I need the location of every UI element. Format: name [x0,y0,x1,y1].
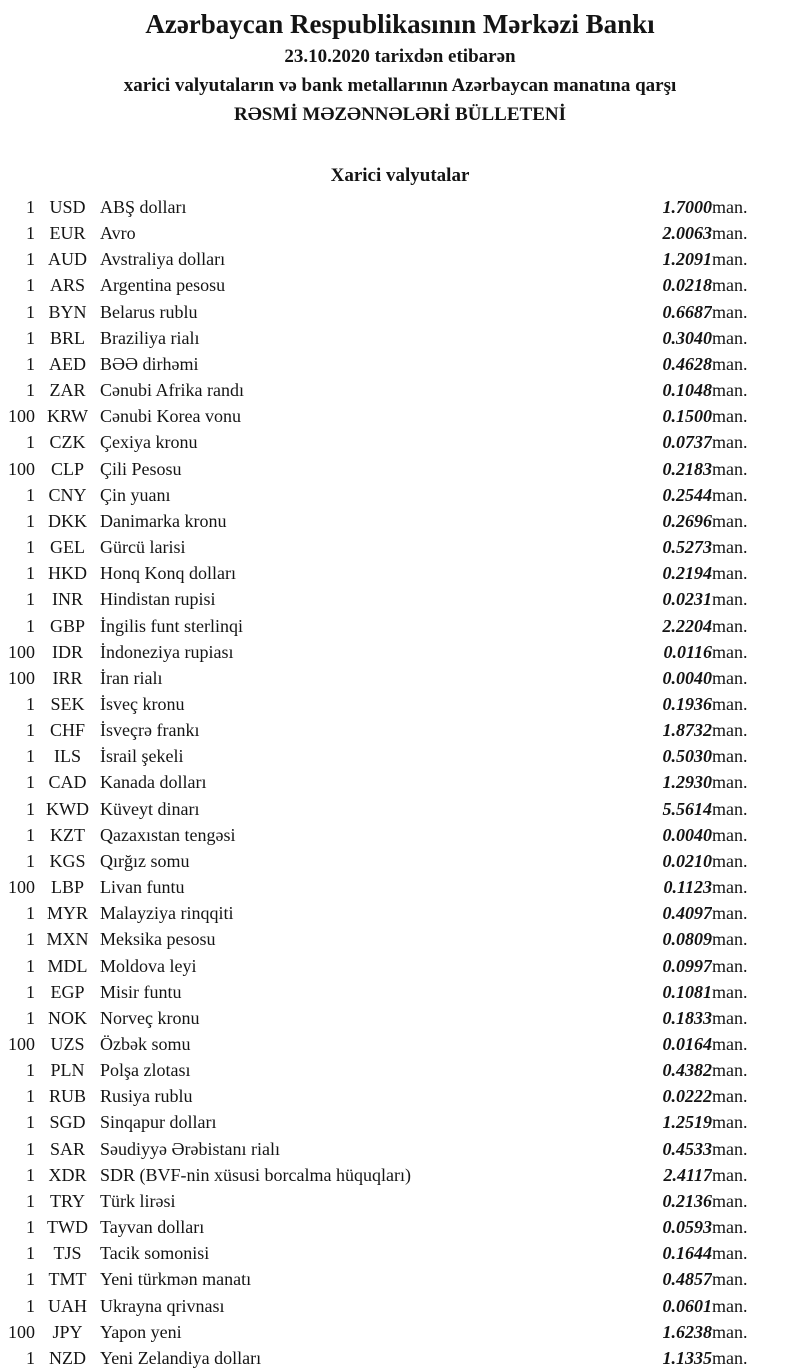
unit-label: man. [712,563,748,584]
unit-label: man. [712,667,748,688]
unit-label: man. [712,1112,748,1133]
unit-label: man. [712,824,748,845]
rate-value: 0.2194 [662,563,712,584]
currency-name: Gürcü larisi [100,537,186,558]
exchange-rates-table [0,194,800,1371]
rate-row [0,665,800,691]
quantity: 1 [26,510,35,531]
rate-row [0,586,800,612]
currency-code: JPY [52,1321,83,1342]
currency-name: Kanada dolları [100,772,207,793]
unit-label: man. [712,537,748,558]
rate-row [0,429,800,455]
quantity: 1 [26,929,35,950]
quantity: 1 [26,1060,35,1081]
currency-code: TWD [47,1217,88,1238]
unit-label: man. [712,850,748,871]
unit-label: man. [712,197,748,217]
currency-code: HKD [48,563,87,584]
unit-label: man. [712,1295,748,1316]
rate-row [0,299,800,325]
quantity: 1 [26,197,35,217]
currency-name: Qazaxıstan tengəsi [100,824,236,845]
bulletin-title: RƏSMİ MƏZƏNNƏLƏRİ BÜLLETENİ [233,104,566,125]
quantity: 1 [26,772,35,793]
currency-code: GBP [49,615,85,636]
unit-label: man. [712,353,748,374]
unit-label: man. [712,615,748,636]
rate-value: 0.2136 [662,1190,712,1211]
quantity: 1 [26,1164,35,1185]
quantity: 1 [26,903,35,924]
unit-label: man. [712,1060,748,1081]
rate-value: 0.0997 [662,955,712,976]
rate-value: 1.6238 [662,1321,712,1342]
currency-code: EGP [50,981,85,1002]
quantity: 1 [26,249,35,270]
rate-value: 0.0164 [662,1034,712,1054]
rate-value: 0.0218 [662,275,712,296]
currency-name: Türk lirəsi [100,1190,176,1211]
currency-code: AED [49,353,86,374]
rate-value: 0.1644 [662,1243,712,1264]
currency-code: ARS [49,275,85,296]
unit-label: man. [712,720,748,741]
rate-value: 0.1833 [662,1007,712,1028]
currency-name: Polşa zlotası [100,1060,191,1081]
quantity: 1 [26,589,35,610]
quantity: 1 [26,537,35,558]
rate-row [0,1136,800,1162]
rate-value: 1.2519 [662,1112,712,1133]
unit-label: man. [712,877,748,898]
rate-row [0,1109,800,1135]
quantity: 1 [26,327,35,348]
currency-name: Belarus rublu [100,301,198,322]
currency-code: KZT [50,824,85,845]
unit-label: man. [712,929,748,950]
currency-name: Səudiyyə Ərəbistanı rialı [100,1138,280,1159]
rate-row [0,613,800,639]
rate-row [0,822,800,848]
currency-name: Yapon yeni [100,1321,182,1342]
currency-code: IDR [52,641,83,662]
currency-name: Qırğız somu [100,850,190,871]
rate-row [0,979,800,1005]
quantity: 1 [26,563,35,584]
rate-row [0,534,800,560]
rate-value: 0.0593 [662,1217,712,1238]
currency-name: Çexiya kronu [100,432,198,453]
rate-value: 0.4382 [662,1060,712,1081]
unit-label: man. [712,1034,748,1054]
currency-code: ZAR [49,380,86,401]
currency-code: BRL [49,327,85,348]
rate-row [0,377,800,403]
exchange-rates-body [0,194,800,1371]
rate-value: 1.7000 [662,197,712,217]
currency-code: UAH [48,1295,87,1316]
currency-code: SGD [49,1112,86,1133]
rate-value: 0.1123 [663,877,712,898]
quantity: 100 [8,458,35,479]
currency-code: SAR [49,1138,85,1159]
quantity: 1 [26,720,35,741]
currency-name: Küveyt dinarı [100,798,200,819]
rate-value: 2.0063 [662,223,712,244]
currency-name: Çili Pesosu [100,458,182,479]
unit-label: man. [712,1086,748,1107]
document-header [0,0,800,125]
rate-row [0,194,800,220]
unit-label: man. [712,1190,748,1211]
currency-name: Norveç kronu [100,1007,200,1028]
rate-row [0,1005,800,1031]
unit-label: man. [712,1007,748,1028]
rate-row [0,508,800,534]
quantity: 1 [26,353,35,374]
currency-name: Rusiya rublu [100,1086,193,1107]
rate-value: 0.5030 [662,746,712,767]
rate-row [0,325,800,351]
currency-name: Moldova leyi [100,955,197,976]
rate-value: 0.4857 [662,1269,712,1290]
rate-value: 0.3040 [662,327,712,348]
quantity: 1 [26,798,35,819]
currency-name: Cənubi Korea vonu [100,406,241,427]
currency-code: NOK [48,1007,87,1028]
rate-row [0,560,800,586]
unit-label: man. [712,249,748,270]
unit-label: man. [712,484,748,505]
quantity: 1 [26,615,35,636]
quantity: 1 [26,380,35,401]
quantity: 1 [26,1295,35,1316]
currency-name: Tacik somonisi [100,1243,210,1264]
quantity: 100 [8,406,35,427]
rate-row [0,691,800,717]
unit-label: man. [712,903,748,924]
rate-value: 1.1335 [662,1347,712,1368]
rate-value: 0.0222 [662,1086,712,1107]
quantity: 1 [26,1217,35,1238]
currency-code: MXN [46,929,89,950]
currency-name: Argentina pesosu [100,275,226,296]
currency-code: KGS [49,850,86,871]
rate-value: 0.0040 [662,667,712,688]
currency-name: İsveçrə frankı [100,720,200,741]
unit-label: man. [712,380,748,401]
currency-name: Avstraliya dolları [100,249,226,270]
unit-label: man. [712,458,748,479]
currency-code: NZD [49,1347,86,1368]
rate-row [0,1345,800,1371]
currency-code: MDL [47,955,88,976]
quantity: 1 [26,693,35,714]
currency-name: Avro [100,223,136,244]
rate-row [0,874,800,900]
rate-row [0,1240,800,1266]
quantity: 100 [8,1034,35,1054]
currency-code: INR [52,589,83,610]
quantity: 100 [8,1321,35,1342]
currency-code: TJS [53,1243,82,1264]
unit-label: man. [712,1164,748,1185]
rate-value: 0.4097 [662,903,712,924]
unit-label: man. [712,223,748,244]
currency-name: Tayvan dolları [100,1217,205,1238]
rate-value: 0.4628 [662,353,712,374]
currency-name: Livan funtu [100,877,185,898]
rate-value: 0.6687 [662,301,712,322]
unit-label: man. [712,275,748,296]
quantity: 1 [26,981,35,1002]
unit-label: man. [712,1138,748,1159]
currency-name: İran rialı [100,667,163,688]
rate-value: 0.0040 [662,824,712,845]
currency-code: SEK [50,693,85,714]
quantity: 1 [26,1269,35,1290]
currency-name: Honq Konq dolları [100,563,236,584]
currency-code: CZK [49,432,86,453]
unit-label: man. [712,589,748,610]
currency-code: ILS [54,746,81,767]
rate-value: 0.1081 [662,981,712,1002]
quantity: 1 [26,275,35,296]
rate-row [0,1057,800,1083]
rate-row [0,926,800,952]
currency-code: CLP [50,458,84,479]
currency-code: CHF [49,720,85,741]
quantity: 1 [26,223,35,244]
rate-row [0,848,800,874]
currency-name: Malayziya rinqqiti [100,903,234,924]
currency-name: Özbək somu [100,1034,191,1054]
quantity: 1 [26,1138,35,1159]
quantity: 1 [26,1007,35,1028]
currency-code: BYN [48,301,87,322]
currency-name: Hindistan rupisi [100,589,216,610]
rate-value: 0.2696 [662,510,712,531]
quantity: 100 [8,877,35,898]
unit-label: man. [712,432,748,453]
rate-value: 0.1936 [662,693,712,714]
rate-value: 0.0601 [662,1295,712,1316]
currency-name: Danimarka kronu [100,510,227,531]
currency-name: İsrail şekeli [100,746,184,767]
currency-code: EUR [49,223,86,244]
currency-name: İndoneziya rupiası [100,641,234,662]
unit-label: man. [712,1347,748,1368]
rate-value: 0.2183 [662,458,712,479]
unit-label: man. [712,693,748,714]
unit-label: man. [712,746,748,767]
currency-code: KRW [46,406,88,427]
rate-value: 0.2544 [662,484,712,505]
unit-label: man. [712,1217,748,1238]
rate-row [0,220,800,246]
unit-label: man. [712,641,748,662]
quantity: 1 [26,824,35,845]
unit-label: man. [712,1243,748,1264]
rate-row [0,1188,800,1214]
currency-name: BƏƏ dirhəmi [100,353,199,374]
rate-row [0,1293,800,1319]
rate-value: 0.5273 [662,537,712,558]
currency-name: Yeni türkmən manatı [100,1269,252,1290]
rate-row [0,1083,800,1109]
rate-value: 1.2091 [662,249,712,270]
currency-code: XDR [48,1164,87,1185]
rate-value: 0.0809 [662,929,712,950]
currency-code: CNY [48,484,87,505]
rate-value: 0.1500 [662,406,712,427]
rate-value: 0.0231 [662,589,712,610]
currency-name: Cənubi Afrika randı [100,380,244,401]
unit-label: man. [712,406,748,427]
currency-code: RUB [48,1086,86,1107]
rate-value: 0.0737 [662,432,712,453]
unit-label: man. [712,1321,748,1342]
unit-label: man. [712,510,748,531]
rate-row [0,1031,800,1057]
quantity: 1 [26,1112,35,1133]
section-title-foreign-currencies: Xarici valyutalar [330,165,470,186]
unit-label: man. [712,955,748,976]
quantity: 1 [26,1243,35,1264]
currency-code: PLN [50,1060,85,1081]
rate-row [0,639,800,665]
rate-value: 1.8732 [662,720,712,741]
currency-name: ABŞ dolları [100,197,187,217]
rate-value: 0.4533 [662,1138,712,1159]
rate-value: 5.5614 [662,798,712,819]
currency-code: USD [49,197,86,217]
quantity: 100 [8,667,35,688]
rate-value: 1.2930 [662,772,712,793]
unit-label: man. [712,772,748,793]
currency-name: İngilis funt sterlinqi [100,615,243,636]
unit-label: man. [712,981,748,1002]
unit-label: man. [712,1269,748,1290]
quantity: 100 [8,641,35,662]
quantity: 1 [26,1086,35,1107]
currency-name: Yeni Zelandiya dolları [100,1347,262,1368]
rate-row [0,272,800,298]
rate-row [0,796,800,822]
effective-date-line: 23.10.2020 tarixdən etibarən [284,46,516,67]
currency-code: CAD [48,772,87,793]
currency-code: GEL [50,537,85,558]
rate-row [0,403,800,429]
rate-row [0,717,800,743]
quantity: 1 [26,1347,35,1368]
quantity: 1 [26,746,35,767]
rate-row [0,1214,800,1240]
currency-code: UZS [50,1034,85,1054]
rate-row [0,1162,800,1188]
rate-value: 0.0210 [662,850,712,871]
quantity: 1 [26,432,35,453]
unit-label: man. [712,798,748,819]
currency-code: TMT [48,1269,87,1290]
currency-code: TRY [49,1190,85,1211]
subject-line: xarici valyutaların və bank metallarının Azərbaycan manatına qarşı [123,75,677,96]
quantity: 1 [26,301,35,322]
currency-name: İsveç kronu [100,693,185,714]
quantity: 1 [26,484,35,505]
unit-label: man. [712,301,748,322]
rate-row [0,900,800,926]
currency-code: DKK [48,510,87,531]
currency-code: KWD [46,798,89,819]
rate-value: 0.0116 [663,641,712,662]
currency-code: LBP [50,877,84,898]
bank-title: Azərbaycan Respublikasının Mərkəzi Bankı [145,9,655,39]
currency-name: Braziliya rialı [100,327,200,348]
rate-row [0,482,800,508]
currency-code: AUD [48,249,87,270]
rate-value: 0.1048 [662,380,712,401]
rate-row [0,246,800,272]
currency-code: IRR [52,667,83,688]
quantity: 1 [26,955,35,976]
rate-row [0,769,800,795]
currency-name: Çin yuanı [100,484,171,505]
rate-row [0,351,800,377]
quantity: 1 [26,1190,35,1211]
rate-row [0,743,800,769]
currency-name: Ukrayna qrivnası [100,1295,225,1316]
currency-name: Meksika pesosu [100,929,216,950]
quantity: 1 [26,850,35,871]
currency-name: Misir funtu [100,981,182,1002]
rate-row [0,1319,800,1345]
currency-code: MYR [46,903,88,924]
rate-row [0,953,800,979]
rate-row [0,1266,800,1292]
currency-name: SDR (BVF-nin xüsusi borcalma hüquqları) [100,1164,411,1185]
rate-value: 2.4117 [663,1164,712,1185]
rate-row [0,456,800,482]
currency-name: Sinqapur dolları [100,1112,217,1133]
unit-label: man. [712,327,748,348]
rate-value: 2.2204 [662,615,712,636]
